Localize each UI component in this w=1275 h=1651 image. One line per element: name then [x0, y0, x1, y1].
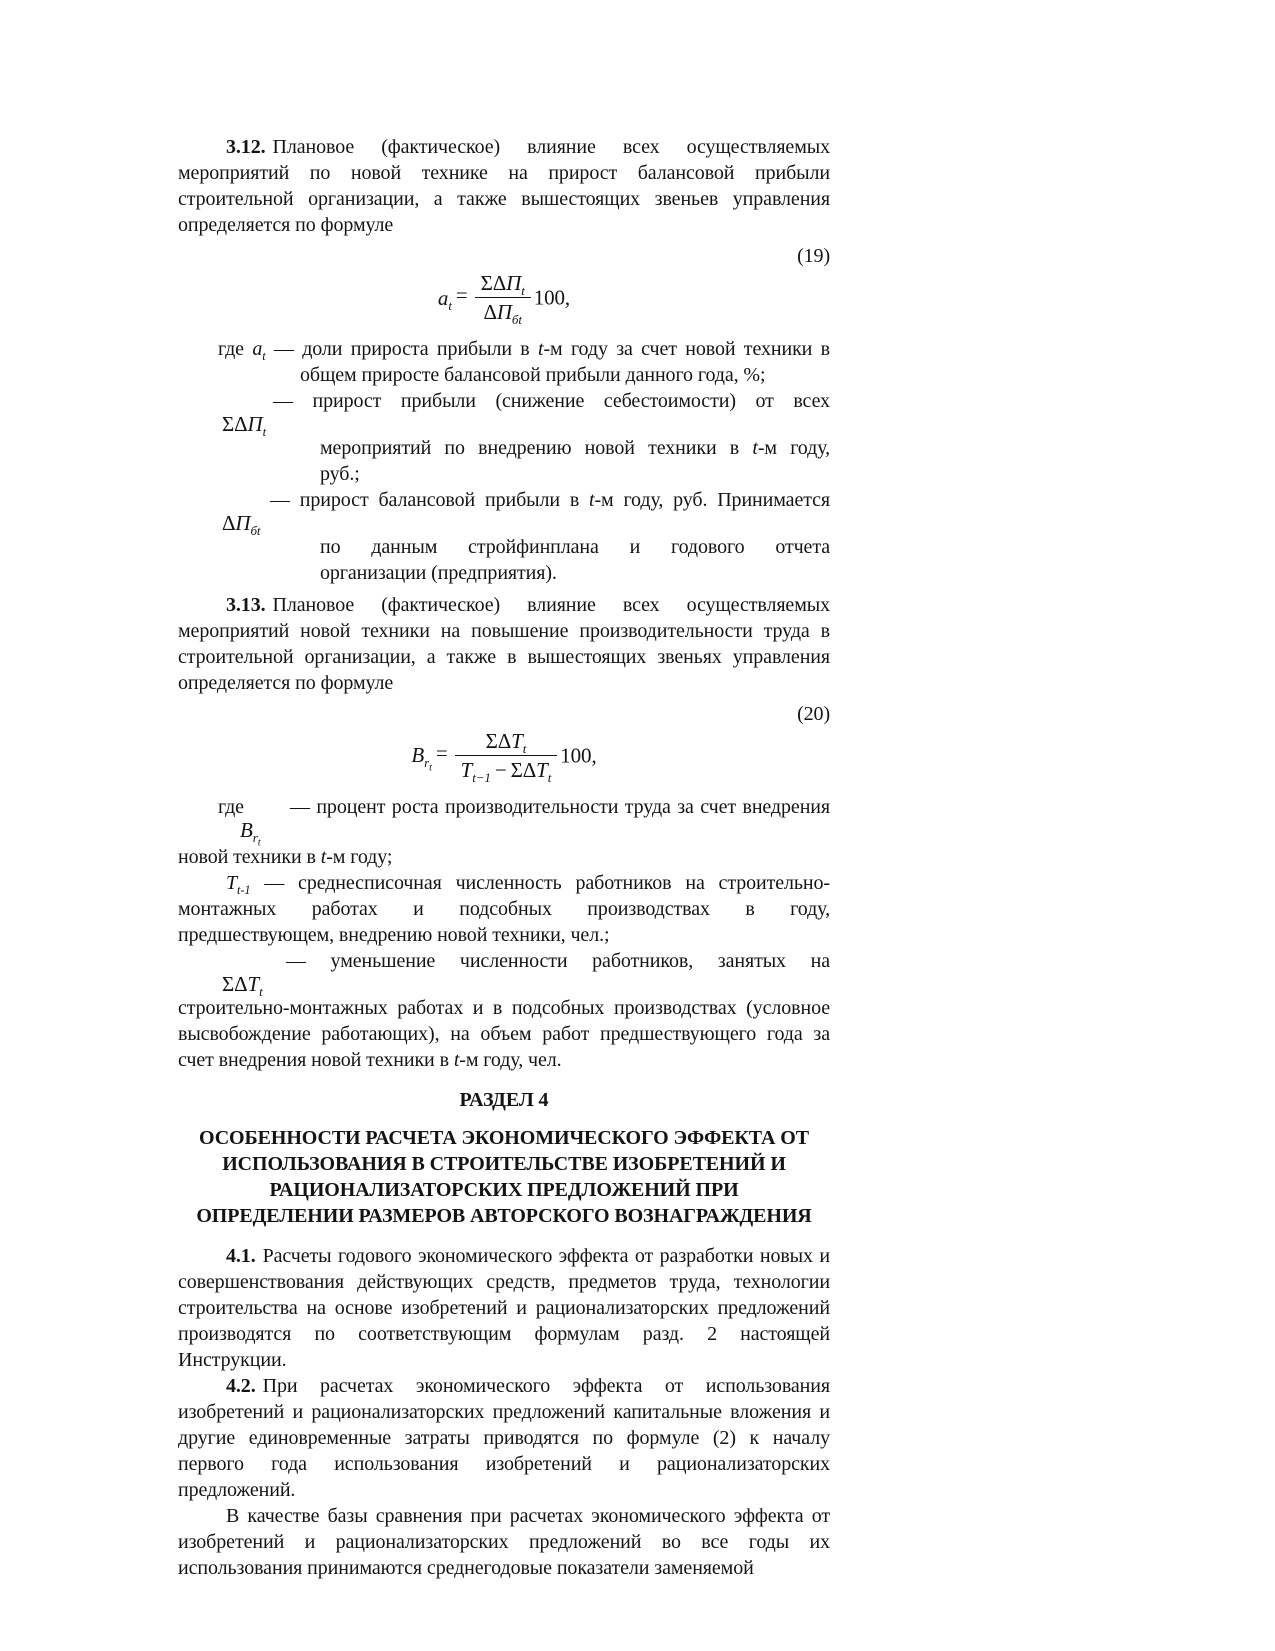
term-text: — среднесписочная численность работников на строительно- [250, 871, 830, 894]
term-line [178, 1047, 830, 1073]
paragraph-3-12 [178, 134, 830, 238]
denominator-19 [475, 298, 531, 328]
dash: — [265, 338, 303, 360]
text-column [178, 134, 830, 1581]
multiplier-100: 100, [533, 285, 571, 310]
term-line: общем приросте балансовой прибыли данного года, %; [300, 364, 766, 386]
paragraph-4-1 [178, 1243, 830, 1373]
var-B-sub-r: r [424, 754, 430, 770]
term-line [178, 844, 830, 870]
title-line: ОПРЕДЕЛЕНИИ РАЗМЕРОВ АВТОРСКОГО ВОЗНАГРАЖДЕНИЯ [196, 1204, 812, 1227]
var-t: t [320, 845, 327, 868]
var-P: П [506, 271, 522, 295]
sigma-delta: ΣΔ [480, 271, 507, 295]
var-P-sub: бt [250, 523, 261, 539]
var-B: B [240, 818, 253, 842]
var-B-sub-r-sub-t: t [429, 762, 432, 774]
term-text: мероприятий по внедрению новой техники в [320, 437, 753, 459]
numerator-20 [455, 729, 558, 756]
section-4-kicker: РАЗДЕЛ 4 [459, 1088, 549, 1111]
var-t: t [538, 338, 544, 360]
paragraph-4-2-number: 4.2. [226, 1374, 256, 1397]
term-line [178, 336, 830, 362]
var-a: a [252, 338, 263, 360]
fraction-20 [455, 729, 558, 786]
term-line [178, 794, 830, 820]
title-line: ИСПОЛЬЗОВАНИЯ В СТРОИТЕЛЬСТВЕ ИЗОБРЕТЕНИЙ И [222, 1152, 786, 1175]
var-T: T [536, 758, 548, 782]
formula-20 [178, 729, 830, 786]
delta: Δ [222, 511, 236, 535]
section-4-title [178, 1125, 830, 1229]
term-line [178, 435, 830, 461]
term-line [178, 487, 830, 513]
term-text: доли прироста прибыли в [302, 338, 538, 360]
term-text: новой техники в [178, 845, 321, 868]
term-symbol-B-r-t [178, 818, 830, 849]
var-T-sub: t [522, 741, 527, 757]
var-P: П [496, 300, 512, 324]
var-a-sub: t [448, 297, 452, 313]
dash: — [270, 489, 300, 511]
sigma-delta: ΣΔ [222, 971, 248, 996]
var-B: B [411, 742, 425, 767]
paragraph-4-1-number: 4.1. [226, 1244, 256, 1267]
var-P: П [247, 412, 263, 436]
term-line: монтажных работах и подсобных производствах в году, [178, 897, 830, 920]
term-text: прирост балансовой прибыли в [299, 489, 590, 511]
title-line: РАЦИОНАЛИЗАТОРСКИХ ПРЕДЛОЖЕНИЙ ПРИ [269, 1178, 739, 1201]
formula-20-lhs [411, 742, 432, 774]
paragraph-3-13 [178, 592, 830, 696]
term-symbol-sigma-delta-P [178, 412, 830, 440]
var-T-sub: t-1 [237, 882, 251, 897]
delta: Δ [483, 300, 497, 324]
term-text: — процент роста производительности труда за счет внедрения [289, 796, 830, 818]
equation-number-20: (20) [797, 703, 830, 725]
term-line: высвобождение работающих), на объем работ предшествующего года за [178, 1022, 830, 1045]
var-B-sub-r-sub-t: t [257, 837, 261, 849]
term-line: руб.; [320, 463, 360, 485]
var-T-sub: t [547, 770, 552, 786]
var-P-sub: t [262, 424, 267, 440]
var-t: t [453, 1048, 460, 1071]
term-line: — уменьшение численности работников, занятых на [286, 949, 830, 972]
term-text: -м году, [757, 437, 830, 459]
where-word: где [218, 796, 244, 818]
var-T: T [226, 871, 238, 894]
equals-sign: = [455, 283, 468, 308]
var-T: T [460, 758, 473, 782]
equals-sign: = [435, 741, 448, 766]
term-text: -м году, чел. [459, 1048, 562, 1071]
sigma-delta: ΣΔ [222, 412, 248, 436]
term-symbol-delta-P-b [178, 511, 830, 539]
var-T-sub: t [259, 983, 263, 999]
var-a-sub: t [262, 349, 266, 363]
numerator-19 [475, 271, 531, 298]
sigma-delta: ΣΔ [485, 729, 512, 753]
term-text: -м году; [326, 845, 393, 868]
fraction-19 [475, 271, 531, 328]
term-symbol-sigma-delta-T [178, 971, 830, 999]
where-word: где [218, 338, 253, 360]
term-line: организации (предприятия). [320, 562, 557, 584]
denominator-20 [455, 756, 558, 786]
var-P-sub: t [521, 283, 525, 299]
var-t: t [589, 489, 595, 511]
paragraph-4-2-text: При расчетах экономического эффекта от использования изобретений и рационализаторских предложений капитальные вложения и другие единовременные затраты приводятся по формуле (2) к началу первого года использования изобретений и рационализаторских предложений. [178, 1374, 830, 1501]
term-text: счет внедрения новой техники в [178, 1048, 454, 1071]
term-text: -м году, руб. Принимается [594, 489, 830, 511]
paragraph-3-12-number: 3.12. [226, 136, 266, 158]
var-P: П [235, 511, 251, 535]
paragraph-4-2-continuation: В качестве базы сравнения при расчетах экономического эффекта от изобретений и рационализаторских предложений во все годы их использования принимаются среднегодовые показатели заменяемой [178, 1504, 830, 1579]
var-T: T [511, 729, 523, 753]
term-line: — прирост прибыли (снижение себестоимости) от всех [273, 390, 830, 412]
var-T: T [247, 971, 260, 996]
paragraph-4-2 [178, 1373, 830, 1503]
term-line: строительно-монтажных работах и в подсобных производствах (условное [178, 996, 830, 1019]
var-a: a [437, 285, 449, 310]
var-t: t [752, 437, 758, 459]
term-line: по данным стройфинплана и годового отчета [320, 536, 830, 558]
equation-number-19: (19) [797, 245, 830, 267]
term-line: предшествующем, внедрению новой техники, чел.; [178, 923, 610, 946]
formula-19-lhs [437, 285, 452, 313]
formula-19 [178, 271, 830, 328]
paragraph-4-1-text: Расчеты годового экономического эффекта от разработки новых и совершенствования действующих средств, предметов труда, технологии строительства на основе изобретений и рационализаторских предложений производятся по соответствующим формулам разд. 2 настоящей Инструкции. [178, 1244, 830, 1371]
terms-20 [178, 794, 830, 1073]
multiplier-100: 100, [560, 743, 597, 768]
title-line: ОСОБЕННОСТИ РАСЧЕТА ЭКОНОМИЧЕСКОГО ЭФФЕКТА ОТ [199, 1126, 809, 1149]
var-P-sub: бt [511, 312, 522, 328]
terms-19 [178, 336, 830, 586]
term-line [178, 870, 830, 896]
sigma-delta: ΣΔ [510, 758, 537, 782]
paragraph-3-13-number: 3.13. [226, 594, 266, 616]
minus-sign: − [494, 758, 507, 782]
term-text: -м году за счет новой техники в [543, 338, 830, 360]
paragraph-3-12-text: Плановое (фактическое) влияние всех осуществляемых мероприятий по новой технике на прирост балансовой прибыли строительной организации, а также вышестоящих звеньев управления определяется по формуле [178, 136, 830, 236]
var-B-sub-r: r [252, 830, 258, 846]
paragraph-3-13-text: Плановое (фактическое) влияние всех осуществляемых мероприятий новой техники на повышение производительности труда в строительной организации, а также в вышестоящих звеньях управления определяется по формуле [178, 594, 830, 694]
var-T-sub: t−1 [472, 770, 491, 786]
